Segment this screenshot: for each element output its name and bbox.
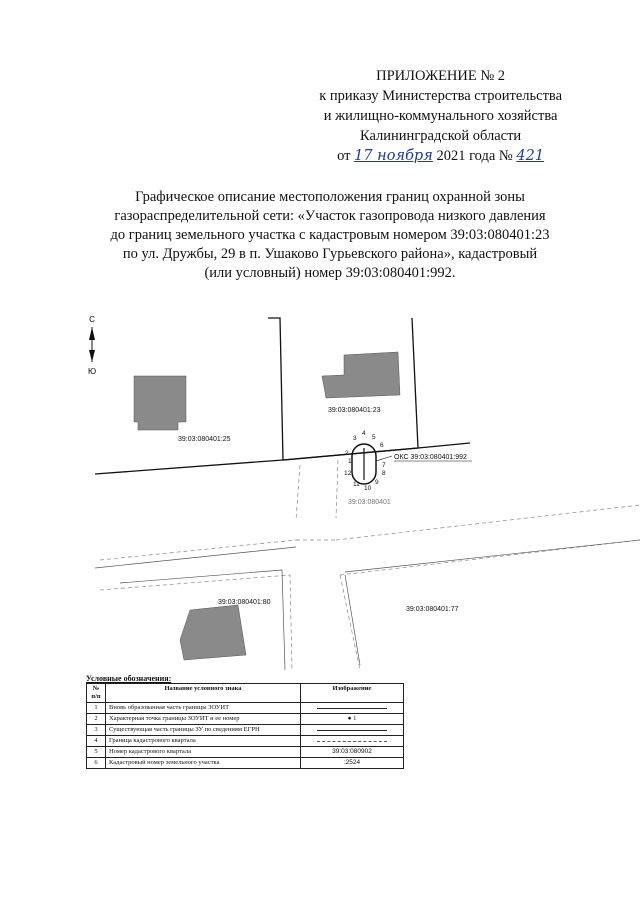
point-label-10: 10 (364, 485, 372, 492)
legend-row-image: :2524 (301, 758, 404, 769)
south-label: Ю (87, 367, 97, 376)
legend-row-name: Кадастровый номер земельного участка (106, 758, 301, 769)
label-parcel-80: 39:03:080401:80 (218, 599, 271, 606)
legend-header-num: № п/п (87, 684, 106, 703)
point-label-4: 4 (362, 430, 366, 437)
point-label-2: 2 (345, 450, 349, 457)
legend-title: Условные обозначения: (86, 674, 172, 683)
legend-row (87, 725, 404, 736)
parcel-labels (178, 407, 467, 613)
legend (86, 674, 404, 769)
label-parcel-25: 39:03:080401:25 (178, 436, 231, 443)
appendix-line-3: и жилищно-коммунального хозяйства (323, 108, 558, 124)
legend-row-image: 39:03:080902 (301, 747, 404, 758)
appendix-header (319, 66, 562, 166)
legend-row-num: 5 (87, 747, 106, 758)
title-line-1: Графическое описание местоположения границ охранной зоны (135, 189, 525, 205)
point-label-1: 1 (348, 458, 352, 465)
label-parcel-77: 39:03:080401:77 (406, 606, 459, 613)
legend-row-name: Граница кадастрового квартала (106, 736, 301, 747)
label-oks: ОКС 39:03:080401:992 (394, 454, 467, 461)
north-label: С (89, 315, 95, 324)
appendix-date-line (319, 146, 562, 166)
date-prefix: от (337, 148, 351, 164)
building-parcel-23 (322, 352, 400, 398)
new-zone-line-sample (317, 708, 387, 709)
legend-row-image: ● 1 (301, 714, 404, 725)
cadastral-map (0, 300, 640, 675)
label-quarter: 39:03:080401 (348, 499, 391, 506)
point-label-6: 6 (380, 442, 384, 449)
legend-row-image (301, 725, 404, 736)
legend-row-num: 1 (87, 703, 106, 714)
point-label-5: 5 (372, 434, 376, 441)
legend-row (87, 736, 404, 747)
point-label-3: 3 (353, 435, 357, 442)
title-line-3: до границ земельного участка с кадастровым номером 39:03:080401:23 (110, 227, 550, 243)
legend-row (87, 747, 404, 758)
point-label-12: 12 (344, 470, 352, 477)
zone-point-labels (344, 430, 386, 492)
label-parcel-23: 39:03:080401:23 (328, 407, 381, 414)
appendix-title: ПРИЛОЖЕНИЕ № 2 (376, 68, 506, 84)
legend-row-num: 3 (87, 725, 106, 736)
legend-row (87, 714, 404, 725)
date-year: 2021 года № (436, 148, 513, 164)
legend-row-name: Существующая часть границы ЗУ по сведениям ЕГРН (106, 725, 301, 736)
handwritten-date: 17 ноября (354, 148, 433, 164)
building-parcel-80 (180, 605, 246, 660)
legend-row (87, 703, 404, 714)
legend-table (86, 683, 404, 769)
legend-row-image (301, 703, 404, 714)
buildings (134, 352, 400, 660)
legend-row-num: 2 (87, 714, 106, 725)
legend-row-name: Характерная точка границы ЗОУИТ и ее номер (106, 714, 301, 725)
north-arrow (88, 315, 96, 376)
title-line-4: по ул. Дружбы, 29 в п. Ушаково Гурьевского района», кадастровый (122, 246, 538, 262)
handwritten-number: 421 (516, 148, 545, 164)
document-title (95, 188, 565, 283)
legend-row (87, 758, 404, 769)
legend-row-name: Номер кадастрового квартала (106, 747, 301, 758)
point-label-8: 8 (382, 470, 386, 477)
legend-row-num: 6 (87, 758, 106, 769)
legend-row-name: Вновь образованная часть границы ЗОУИТ (106, 703, 301, 714)
legend-row-num: 4 (87, 736, 106, 747)
existing-parcel-line-sample (317, 730, 387, 731)
building-parcel-25 (134, 376, 186, 430)
quarter-boundary-sample (317, 741, 387, 742)
title-line-2: газораспределительной сети: «Участок газопровода низкого давления (114, 208, 546, 224)
legend-row-image (301, 736, 404, 747)
road-edges (95, 540, 640, 670)
point-label-9: 9 (375, 479, 379, 486)
legend-header-name: Название условного знака (106, 684, 301, 703)
point-label-11: 11 (353, 481, 360, 488)
protection-zone (352, 444, 392, 484)
legend-header-image: Изображение (301, 684, 404, 703)
legend-header-row (87, 684, 404, 703)
appendix-line-2: к приказу Министерства строительства (319, 88, 562, 104)
point-label-7: 7 (382, 462, 386, 469)
title-line-5: (или условный) номер 39:03:080401:992. (204, 265, 456, 281)
appendix-line-4: Калининградской области (360, 128, 522, 144)
